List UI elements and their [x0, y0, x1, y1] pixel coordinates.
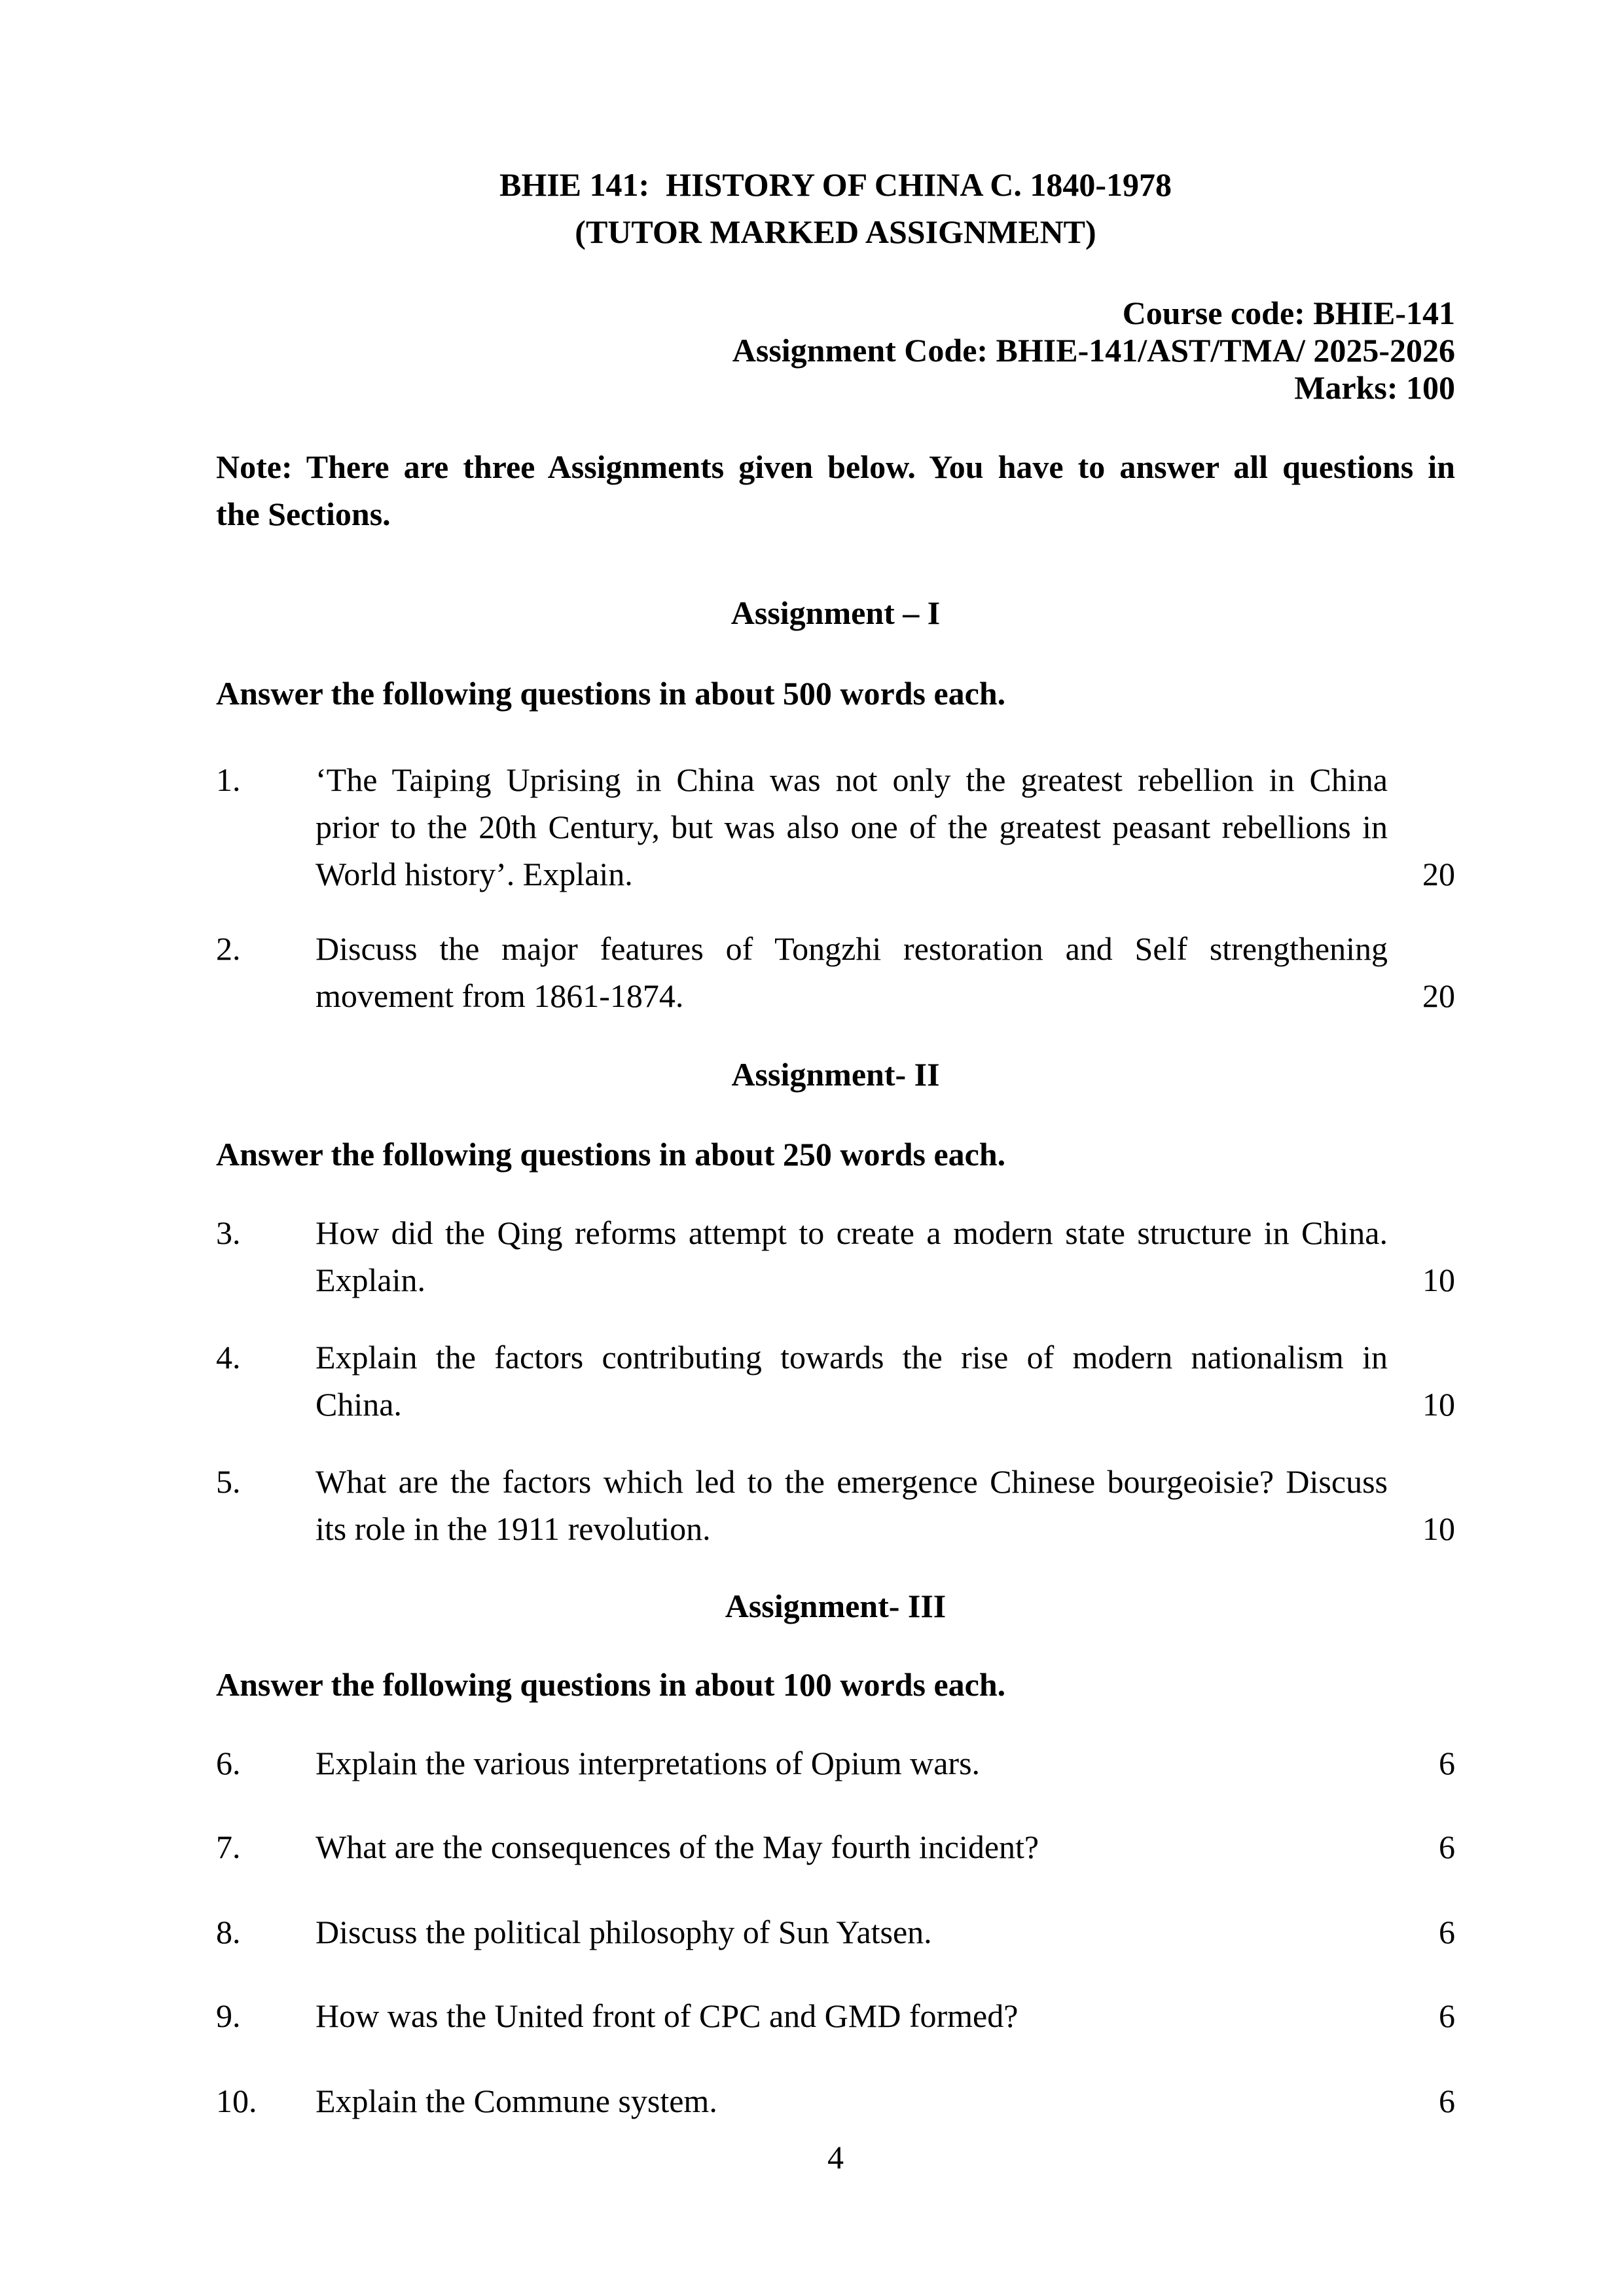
- question-row-10: [216, 2077, 1455, 2124]
- question-marks: 20: [1422, 977, 1455, 1014]
- question-marks: 20: [1422, 856, 1455, 892]
- assignment1-instruction: Answer the following questions in about 500 words each.: [216, 675, 1006, 712]
- question-line: World history’. Explain.: [316, 856, 633, 892]
- question-marks: 10: [1422, 1510, 1455, 1547]
- question-marks: 10: [1422, 1262, 1455, 1298]
- course-meta-block: [216, 295, 1455, 407]
- question-marks: 6: [1439, 1997, 1455, 2034]
- question-line: How did the Qing reforms attempt to create a modern state structure in China.: [316, 1214, 1388, 1251]
- assignment2-heading: Assignment- II: [731, 1056, 940, 1093]
- question-row-6: [216, 1740, 1455, 1787]
- question-text: [316, 1992, 1388, 2039]
- question-line: Explain.: [316, 1262, 426, 1298]
- question-text: [316, 1823, 1388, 1870]
- question-row-8: [216, 1908, 1455, 1956]
- question-line: movement from 1861-1874.: [316, 977, 684, 1014]
- question-line: China.: [316, 1386, 402, 1423]
- note-line: Note: There are three Assignments given below. You have to answer all questions in: [216, 448, 1455, 485]
- question-number: 4.: [216, 1339, 241, 1376]
- question-row-3: [216, 1209, 1455, 1303]
- question-line: Discuss the major features of Tongzhi restoration and Self strengthening: [316, 930, 1388, 967]
- question-number: 10.: [216, 2083, 257, 2119]
- question-number: 2.: [216, 930, 241, 967]
- document-subtitle: (TUTOR MARKED ASSIGNMENT): [575, 213, 1096, 250]
- question-line: its role in the 1911 revolution.: [316, 1510, 711, 1547]
- assignment1-heading: Assignment – I: [731, 594, 941, 631]
- question-text: [316, 1458, 1388, 1552]
- question-text: [316, 1908, 1388, 1956]
- assignment-code: Assignment Code: BHIE-141/AST/TMA/ 2025-2026: [732, 332, 1455, 369]
- note: [216, 443, 1455, 538]
- question-text: [316, 1740, 1388, 1787]
- question-marks: 10: [1422, 1386, 1455, 1423]
- question-line: What are the consequences of the May fourth incident?: [316, 1829, 1039, 1865]
- question-line: ‘The Taiping Uprising in China was not only the greatest rebellion in China: [316, 761, 1388, 798]
- question-marks: 6: [1439, 2083, 1455, 2119]
- question-row-2: [216, 925, 1455, 1019]
- question-text: [316, 1334, 1388, 1428]
- page-number: 4: [827, 2139, 844, 2176]
- question-marks: 6: [1439, 1829, 1455, 1865]
- question-line: How was the United front of CPC and GMD formed?: [316, 1997, 1019, 2034]
- question-line: prior to the 20th Century, but was also one of the greatest peasant rebellions in: [316, 809, 1388, 845]
- assignment3-instruction: Answer the following questions in about 100 words each.: [216, 1666, 1006, 1703]
- total-marks: Marks: 100: [1294, 369, 1455, 406]
- question-number: 3.: [216, 1214, 241, 1251]
- question-text: [316, 925, 1388, 1019]
- course-code: Course code: BHIE-141: [1122, 295, 1455, 331]
- question-line: Explain the various interpretations of Opium wars.: [316, 1745, 981, 1781]
- question-number: 5.: [216, 1463, 241, 1500]
- question-row-5: [216, 1458, 1455, 1552]
- question-row-4: [216, 1334, 1455, 1428]
- question-text: [316, 1209, 1388, 1303]
- question-number: 6.: [216, 1745, 241, 1781]
- document-title: BHIE 141: HISTORY OF CHINA C. 1840-1978: [499, 166, 1172, 203]
- question-number: 1.: [216, 761, 241, 798]
- question-line: What are the factors which led to the emergence Chinese bourgeoisie? Discuss: [316, 1463, 1388, 1500]
- assignment3-heading: Assignment- III: [725, 1588, 947, 1624]
- question-line: Explain the factors contributing towards the rise of modern nationalism in: [316, 1339, 1388, 1376]
- question-number: 9.: [216, 1997, 241, 2034]
- document-title-block: [216, 161, 1455, 255]
- question-line: Discuss the political philosophy of Sun Yatsen.: [316, 1914, 932, 1950]
- question-number: 7.: [216, 1829, 241, 1865]
- question-line: Explain the Commune system.: [316, 2083, 717, 2119]
- question-row-7: [216, 1823, 1455, 1870]
- question-number: 8.: [216, 1914, 241, 1950]
- assignment2-instruction: Answer the following questions in about 250 words each.: [216, 1136, 1006, 1173]
- question-text: [316, 2077, 1388, 2124]
- note-line: the Sections.: [216, 496, 391, 532]
- question-row-9: [216, 1992, 1455, 2039]
- question-marks: 6: [1439, 1745, 1455, 1781]
- question-row-1: [216, 756, 1455, 898]
- question-marks: 6: [1439, 1914, 1455, 1950]
- question-text: [316, 756, 1388, 898]
